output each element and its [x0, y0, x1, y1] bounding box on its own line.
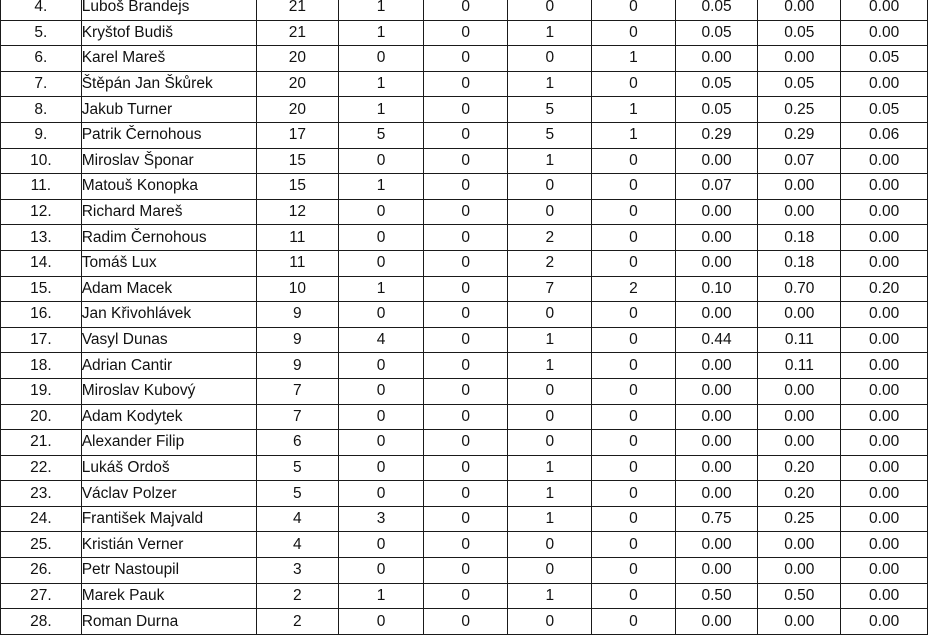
cell-name: Petr Nastoupil: [81, 558, 256, 584]
cell-col-6: 1: [508, 481, 592, 507]
cell-avg-3: 0.00: [841, 71, 928, 97]
cell-name: Tomáš Lux: [81, 250, 256, 276]
table-row: [1, 378, 928, 404]
cell-goals: 0: [339, 250, 424, 276]
cell-avg-3: 0.00: [841, 532, 928, 558]
cell-avg-2: 0.00: [758, 0, 841, 20]
cell-rank: 20.: [1, 404, 82, 430]
cell-goals: 1: [339, 0, 424, 20]
cell-games: 2: [256, 583, 339, 609]
cell-avg-2: 0.00: [758, 430, 841, 456]
cell-avg-3: 0.00: [841, 302, 928, 328]
cell-col-5: 0: [423, 0, 508, 20]
cell-col-6: 0: [508, 174, 592, 200]
cell-games: 20: [256, 97, 339, 123]
cell-col-5: 0: [423, 97, 508, 123]
cell-col-7: 0: [592, 481, 676, 507]
cell-col-5: 0: [423, 46, 508, 72]
cell-rank: 14.: [1, 250, 82, 276]
cell-avg-2: 0.00: [758, 404, 841, 430]
cell-games: 9: [256, 302, 339, 328]
cell-games: 4: [256, 532, 339, 558]
cell-goals: 0: [339, 455, 424, 481]
cell-games: 12: [256, 199, 339, 225]
cell-avg-1: 0.50: [675, 583, 758, 609]
cell-name: Václav Polzer: [81, 481, 256, 507]
table-row: [1, 583, 928, 609]
cell-games: 2: [256, 609, 339, 635]
cell-col-5: 0: [423, 506, 508, 532]
cell-avg-2: 0.00: [758, 558, 841, 584]
cell-avg-3: 0.00: [841, 353, 928, 379]
cell-rank: 27.: [1, 583, 82, 609]
cell-goals: 0: [339, 46, 424, 72]
cell-avg-3: 0.20: [841, 276, 928, 302]
cell-avg-2: 0.29: [758, 122, 841, 148]
table-row: [1, 609, 928, 635]
cell-games: 11: [256, 225, 339, 251]
cell-avg-2: 0.05: [758, 20, 841, 46]
cell-goals: 1: [339, 71, 424, 97]
cell-avg-1: 0.00: [675, 353, 758, 379]
cell-col-6: 2: [508, 225, 592, 251]
cell-avg-3: 0.00: [841, 174, 928, 200]
cell-avg-3: 0.00: [841, 378, 928, 404]
cell-goals: 1: [339, 20, 424, 46]
cell-name: Alexander Filip: [81, 430, 256, 456]
cell-name: Adam Kodytek: [81, 404, 256, 430]
cell-rank: 23.: [1, 481, 82, 507]
cell-games: 10: [256, 276, 339, 302]
cell-goals: 1: [339, 583, 424, 609]
cell-avg-3: 0.00: [841, 455, 928, 481]
cell-rank: 26.: [1, 558, 82, 584]
cell-avg-1: 0.07: [675, 174, 758, 200]
table-row: [1, 404, 928, 430]
cell-goals: 0: [339, 378, 424, 404]
cell-goals: 0: [339, 481, 424, 507]
cell-col-5: 0: [423, 481, 508, 507]
cell-rank: 17.: [1, 327, 82, 353]
table-row: [1, 199, 928, 225]
cell-col-6: 1: [508, 20, 592, 46]
cell-col-6: 1: [508, 148, 592, 174]
cell-avg-3: 0.00: [841, 506, 928, 532]
cell-goals: 1: [339, 97, 424, 123]
cell-goals: 0: [339, 148, 424, 174]
cell-avg-1: 0.00: [675, 148, 758, 174]
cell-avg-2: 0.25: [758, 97, 841, 123]
cell-avg-1: 0.00: [675, 302, 758, 328]
cell-col-5: 0: [423, 583, 508, 609]
cell-col-7: 2: [592, 276, 676, 302]
cell-rank: 11.: [1, 174, 82, 200]
cell-name: Miroslav Kubový: [81, 378, 256, 404]
cell-name: Jan Křivohlávek: [81, 302, 256, 328]
table-row: [1, 455, 928, 481]
cell-goals: 0: [339, 404, 424, 430]
cell-name: Adam Macek: [81, 276, 256, 302]
cell-col-7: 0: [592, 250, 676, 276]
cell-games: 17: [256, 122, 339, 148]
cell-avg-1: 0.00: [675, 46, 758, 72]
cell-name: Karel Mareš: [81, 46, 256, 72]
cell-avg-1: 0.05: [675, 97, 758, 123]
cell-games: 20: [256, 71, 339, 97]
cell-avg-2: 0.18: [758, 250, 841, 276]
cell-rank: 6.: [1, 46, 82, 72]
cell-avg-2: 0.07: [758, 148, 841, 174]
cell-col-7: 0: [592, 0, 676, 20]
cell-name: Luboš Brandejs: [81, 0, 256, 20]
table-row: [1, 327, 928, 353]
cell-avg-1: 0.00: [675, 609, 758, 635]
cell-col-5: 0: [423, 250, 508, 276]
cell-rank: 19.: [1, 378, 82, 404]
cell-avg-1: 0.29: [675, 122, 758, 148]
cell-col-7: 0: [592, 455, 676, 481]
table-row: [1, 0, 928, 20]
table-row: [1, 506, 928, 532]
cell-col-5: 0: [423, 558, 508, 584]
cell-col-5: 0: [423, 532, 508, 558]
cell-avg-2: 0.18: [758, 225, 841, 251]
cell-avg-3: 0.05: [841, 97, 928, 123]
cell-rank: 13.: [1, 225, 82, 251]
cell-goals: 0: [339, 532, 424, 558]
cell-col-7: 0: [592, 71, 676, 97]
cell-goals: 0: [339, 430, 424, 456]
cell-rank: 28.: [1, 609, 82, 635]
cell-rank: 24.: [1, 506, 82, 532]
cell-col-5: 0: [423, 20, 508, 46]
cell-avg-1: 0.00: [675, 250, 758, 276]
cell-avg-1: 0.00: [675, 481, 758, 507]
cell-games: 9: [256, 353, 339, 379]
cell-rank: 15.: [1, 276, 82, 302]
cell-games: 3: [256, 558, 339, 584]
table-row: [1, 302, 928, 328]
cell-games: 15: [256, 174, 339, 200]
cell-goals: 0: [339, 302, 424, 328]
cell-avg-3: 0.00: [841, 250, 928, 276]
cell-avg-2: 0.25: [758, 506, 841, 532]
cell-col-7: 0: [592, 583, 676, 609]
cell-col-7: 0: [592, 532, 676, 558]
cell-col-6: 0: [508, 199, 592, 225]
cell-col-7: 1: [592, 46, 676, 72]
cell-name: Vasyl Dunas: [81, 327, 256, 353]
cell-name: František Majvald: [81, 506, 256, 532]
cell-games: 21: [256, 20, 339, 46]
cell-name: Richard Mareš: [81, 199, 256, 225]
cell-games: 9: [256, 327, 339, 353]
table-row: [1, 122, 928, 148]
cell-col-6: 0: [508, 404, 592, 430]
cell-games: 15: [256, 148, 339, 174]
cell-goals: 1: [339, 174, 424, 200]
cell-avg-2: 0.00: [758, 199, 841, 225]
cell-col-7: 0: [592, 609, 676, 635]
cell-rank: 25.: [1, 532, 82, 558]
cell-avg-3: 0.00: [841, 199, 928, 225]
table-row: [1, 46, 928, 72]
cell-avg-2: 0.00: [758, 378, 841, 404]
cell-games: 7: [256, 404, 339, 430]
cell-avg-2: 0.11: [758, 353, 841, 379]
cell-col-7: 0: [592, 327, 676, 353]
cell-avg-3: 0.00: [841, 609, 928, 635]
cell-avg-1: 0.05: [675, 20, 758, 46]
cell-col-7: 1: [592, 97, 676, 123]
cell-avg-3: 0.05: [841, 46, 928, 72]
cell-col-6: 0: [508, 302, 592, 328]
cell-col-6: 0: [508, 46, 592, 72]
cell-col-6: 0: [508, 0, 592, 20]
cell-col-6: 1: [508, 353, 592, 379]
cell-games: 11: [256, 250, 339, 276]
table-row: [1, 20, 928, 46]
cell-col-6: 0: [508, 558, 592, 584]
cell-name: Lukáš Ordoš: [81, 455, 256, 481]
cell-goals: 0: [339, 558, 424, 584]
cell-avg-1: 0.00: [675, 532, 758, 558]
cell-games: 20: [256, 46, 339, 72]
cell-col-5: 0: [423, 404, 508, 430]
cell-rank: 5.: [1, 20, 82, 46]
cell-col-5: 0: [423, 378, 508, 404]
cell-col-6: 2: [508, 250, 592, 276]
cell-name: Kryštof Budiš: [81, 20, 256, 46]
cell-games: 7: [256, 378, 339, 404]
cell-rank: 22.: [1, 455, 82, 481]
cell-col-5: 0: [423, 122, 508, 148]
cell-goals: 0: [339, 609, 424, 635]
cell-col-7: 0: [592, 148, 676, 174]
table-row: [1, 250, 928, 276]
cell-col-5: 0: [423, 174, 508, 200]
cell-col-6: 0: [508, 378, 592, 404]
cell-name: Štěpán Jan Škůrek: [81, 71, 256, 97]
cell-col-6: 0: [508, 532, 592, 558]
cell-avg-1: 0.75: [675, 506, 758, 532]
cell-rank: 8.: [1, 97, 82, 123]
cell-avg-3: 0.00: [841, 404, 928, 430]
cell-name: Roman Durna: [81, 609, 256, 635]
table-row: [1, 558, 928, 584]
cell-avg-3: 0.00: [841, 225, 928, 251]
cell-col-5: 0: [423, 148, 508, 174]
cell-avg-2: 0.00: [758, 532, 841, 558]
cell-avg-2: 0.70: [758, 276, 841, 302]
cell-games: 6: [256, 430, 339, 456]
cell-col-5: 0: [423, 353, 508, 379]
cell-rank: 18.: [1, 353, 82, 379]
cell-col-5: 0: [423, 199, 508, 225]
table-row: [1, 481, 928, 507]
cell-avg-3: 0.06: [841, 122, 928, 148]
table-row: [1, 148, 928, 174]
cell-col-7: 0: [592, 353, 676, 379]
cell-rank: 4.: [1, 0, 82, 20]
cell-avg-1: 0.00: [675, 430, 758, 456]
cell-col-6: 7: [508, 276, 592, 302]
cell-col-5: 0: [423, 609, 508, 635]
table-row: [1, 430, 928, 456]
cell-name: Radim Černohous: [81, 225, 256, 251]
cell-games: 5: [256, 481, 339, 507]
cell-col-6: 0: [508, 609, 592, 635]
cell-avg-2: 0.00: [758, 302, 841, 328]
cell-goals: 0: [339, 199, 424, 225]
cell-games: 5: [256, 455, 339, 481]
cell-avg-2: 0.05: [758, 71, 841, 97]
cell-col-7: 0: [592, 558, 676, 584]
cell-col-5: 0: [423, 276, 508, 302]
cell-rank: 10.: [1, 148, 82, 174]
cell-avg-1: 0.00: [675, 404, 758, 430]
cell-goals: 1: [339, 276, 424, 302]
cell-avg-1: 0.05: [675, 0, 758, 20]
cell-col-6: 1: [508, 583, 592, 609]
cell-avg-2: 0.00: [758, 609, 841, 635]
cell-col-7: 0: [592, 302, 676, 328]
cell-avg-1: 0.00: [675, 199, 758, 225]
cell-avg-2: 0.50: [758, 583, 841, 609]
cell-col-6: 1: [508, 455, 592, 481]
cell-avg-3: 0.00: [841, 430, 928, 456]
cell-avg-2: 0.00: [758, 46, 841, 72]
cell-col-7: 0: [592, 378, 676, 404]
cell-avg-1: 0.00: [675, 558, 758, 584]
cell-avg-3: 0.00: [841, 0, 928, 20]
cell-col-7: 0: [592, 225, 676, 251]
cell-avg-2: 0.00: [758, 174, 841, 200]
cell-avg-2: 0.11: [758, 327, 841, 353]
cell-col-7: 0: [592, 506, 676, 532]
cell-col-6: 1: [508, 506, 592, 532]
cell-name: Miroslav Šponar: [81, 148, 256, 174]
cell-goals: 5: [339, 122, 424, 148]
table-row: [1, 353, 928, 379]
cell-name: Marek Pauk: [81, 583, 256, 609]
cell-col-7: 0: [592, 199, 676, 225]
cell-col-5: 0: [423, 430, 508, 456]
cell-rank: 12.: [1, 199, 82, 225]
cell-col-5: 0: [423, 455, 508, 481]
cell-name: Patrik Černohous: [81, 122, 256, 148]
cell-name: Adrian Cantir: [81, 353, 256, 379]
cell-avg-2: 0.20: [758, 455, 841, 481]
cell-rank: 16.: [1, 302, 82, 328]
cell-games: 4: [256, 506, 339, 532]
cell-col-5: 0: [423, 71, 508, 97]
cell-col-6: 5: [508, 97, 592, 123]
table-row: [1, 225, 928, 251]
cell-name: Kristián Verner: [81, 532, 256, 558]
cell-col-5: 0: [423, 225, 508, 251]
table-row: [1, 532, 928, 558]
cell-col-7: 0: [592, 174, 676, 200]
cell-games: 21: [256, 0, 339, 20]
cell-name: Matouš Konopka: [81, 174, 256, 200]
cell-col-6: 1: [508, 71, 592, 97]
player-stats-body: [1, 0, 928, 634]
cell-avg-3: 0.00: [841, 20, 928, 46]
cell-rank: 9.: [1, 122, 82, 148]
cell-goals: 0: [339, 353, 424, 379]
cell-avg-3: 0.00: [841, 583, 928, 609]
cell-col-6: 5: [508, 122, 592, 148]
cell-avg-3: 0.00: [841, 558, 928, 584]
cell-avg-3: 0.00: [841, 481, 928, 507]
table-row: [1, 97, 928, 123]
cell-col-7: 0: [592, 20, 676, 46]
cell-avg-1: 0.05: [675, 71, 758, 97]
cell-rank: 7.: [1, 71, 82, 97]
cell-avg-1: 0.00: [675, 378, 758, 404]
cell-avg-1: 0.44: [675, 327, 758, 353]
cell-avg-1: 0.00: [675, 455, 758, 481]
cell-col-5: 0: [423, 302, 508, 328]
table-row: [1, 174, 928, 200]
cell-goals: 3: [339, 506, 424, 532]
cell-col-7: 0: [592, 430, 676, 456]
cell-avg-3: 0.00: [841, 327, 928, 353]
cell-col-7: 0: [592, 404, 676, 430]
cell-col-6: 0: [508, 430, 592, 456]
cell-goals: 0: [339, 225, 424, 251]
cell-rank: 21.: [1, 430, 82, 456]
cell-avg-1: 0.10: [675, 276, 758, 302]
cell-avg-3: 0.00: [841, 148, 928, 174]
cell-col-7: 1: [592, 122, 676, 148]
table-row: [1, 71, 928, 97]
cell-avg-2: 0.20: [758, 481, 841, 507]
table-row: [1, 276, 928, 302]
cell-col-6: 1: [508, 327, 592, 353]
cell-goals: 4: [339, 327, 424, 353]
cell-name: Jakub Turner: [81, 97, 256, 123]
cell-col-5: 0: [423, 327, 508, 353]
cell-avg-1: 0.00: [675, 225, 758, 251]
